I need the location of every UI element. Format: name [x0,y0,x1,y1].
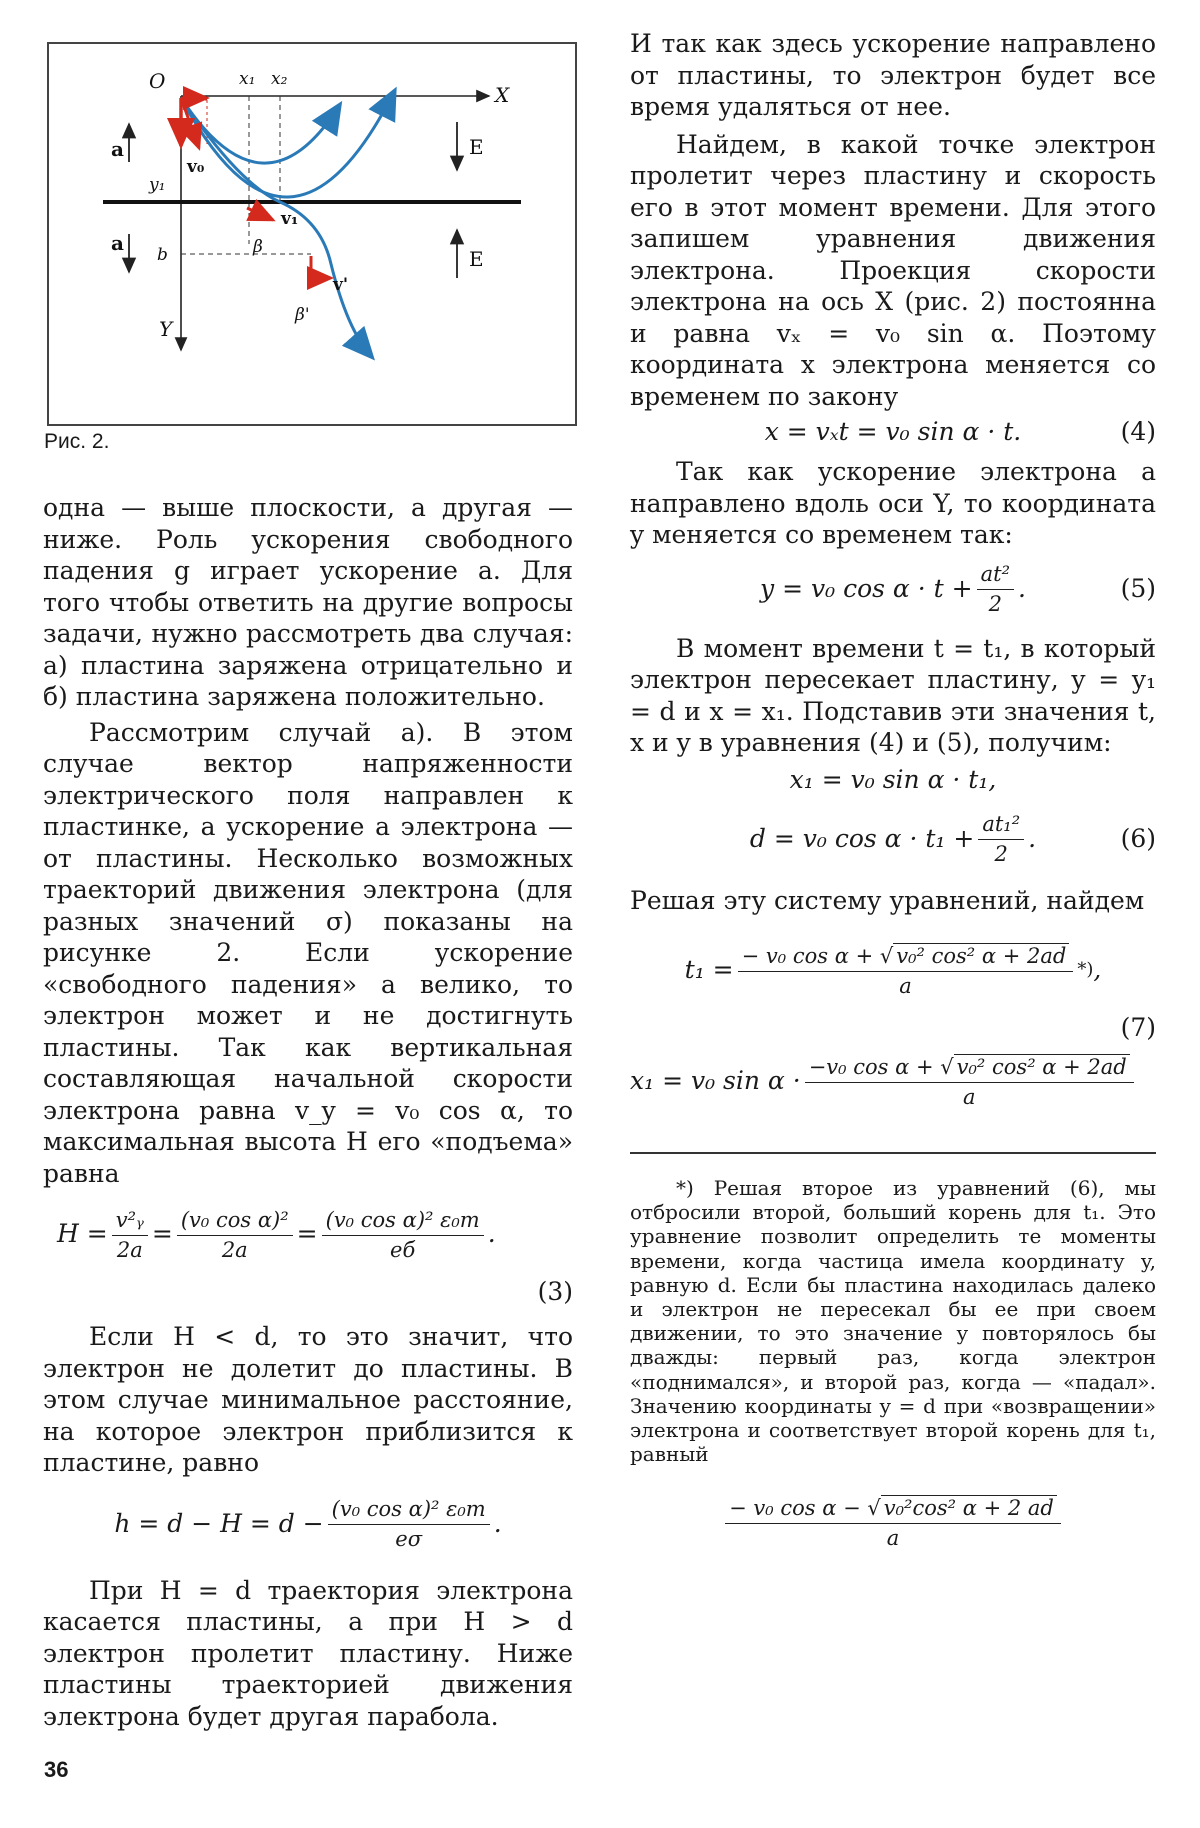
label-Y: Y [159,317,173,341]
label-x1: x₁ [239,69,256,89]
label-b: b [157,245,168,265]
right-paragraph-2: Найдем, в какой точке электрон пролетит через пластину и скорость его в этот момент времени. Для этого запишем уравнения движения электрона. Проекция скорости электрона на ось X (рис. 2) постоянна и равна vₓ = v₀ sin α. Поэтому координата x электрона меняется со временем по закону [630,129,1156,411]
equation-6a: x₁ = v₀ sin α · t₁, [789,764,997,794]
right-column [630,28,1156,1562]
left-column [43,492,573,1732]
label-origin: O [149,69,166,93]
label-v-prime: v' [333,275,349,295]
label-beta-prime: β' [295,305,310,325]
v1-vector [247,208,273,220]
left-paragraph-2: Рассмотрим случай а). В этом случае вектор напряженности электрического поля направлен к пластинке, а ускорение a электрона — от пластины. Несколько возможных траекторий движения электрона (для разных значений σ) показаны на рисунке 2. Если ускорение «свободного падения» a велико, то электрон может и не достигнуть пластины. Так как вертикальная составляющая начальной скорости электрона равна v_y = v₀ cos α, то максимальная высота H его «подъема» равна [43,717,573,1188]
left-paragraph-3: Если H < d, то это значит, что электрон не долетит до пластины. В этом случае минимальное расстояние, на которое электрон приблизится к пластине, равно [43,1322,573,1477]
equation-4: x = vₓt = v₀ sin α · t. (4) [764,417,1156,447]
label-E-bottom: E [469,247,484,271]
equation-3: H = $\frac{\text{v²ᵧ}}{2a}$ = $\frac{\text{(v₀ cos α)²}}{2a}$ = $\frac{\text{(v₀ cos α)² ε₀m}}{eб}$ . [57,1207,496,1262]
equation-7a: t₁ = $\frac{\text{− v₀ cos α + √ v₀² cos² α + 2ad}}{a}$ *) , [684,943,1102,998]
equation-7b: x₁ = v₀ sin α · $\frac{\text{−v₀ cos α + √ v₀² cos² α + 2ad}}{a}$ [630,1046,1156,1116]
equation-7-number: (7) [1120,1013,1156,1042]
trajectory-2 [181,92,394,197]
left-paragraph-1: одна — выше плоскости, а другая — ниже. Роль ускорения свободного падения g играет ускорение a. Для того чтобы ответить на другие вопросы задачи, нужно рассмотреть два случая: а) пластина заряжена отрицательно и б) пластина заряжена положительно. [43,493,573,711]
label-v0: v₀ [187,157,205,177]
equation-5: y = v₀ cos α · t + $\frac{\text{at²}}{2}$ . (5) [760,562,1156,616]
figure-2 [47,42,577,426]
label-y1: y₁ [149,175,166,195]
figure-caption: Рис. 2. [44,430,110,453]
label-beta: β [253,237,263,257]
equation-6b: d = v₀ cos α · t₁ + $\frac{\text{at₁²}}{2}$ . (6) [749,812,1156,866]
right-paragraph-3: Так как ускорение электрона a направлено вдоль оси Y, то координата y меняется со временем так: [630,457,1156,549]
equation-h: h = d − H = d − $\frac{\text{(v₀ cos α)² ε₀m}}{e\sigma}$ . [114,1497,502,1551]
label-X: X [495,83,510,107]
label-x2: x₂ [271,69,288,89]
label-a-top: a [111,137,124,161]
label-E-top: E [469,135,484,159]
right-paragraph-1: И так как здесь ускорение направлено от пластины, то электрон будет все время удаляться от нее. [630,29,1156,121]
left-paragraph-4: При H = d траектория электрона касается пластины, а при H > d электрон пролетит пластину. Ниже пластины траекторией движения электрона будет другая парабола. [43,1575,573,1731]
right-paragraph-5: Решая эту систему уравнений, найдем [630,885,1145,915]
trajectory-3 [181,98,371,356]
trajectory-diagram [49,44,575,424]
page-number: 36 [44,1757,69,1782]
label-v1: v₁ [281,209,299,229]
footnote: *) Решая второе из уравнений (6), мы отбросили второй, больший корень для t₁. Это уравнение позволит определить те моменты времени, когда частица имела координату y, равную d. Если бы пластина находилась далеко и электрон не пересекал бы ее при своем движении, то это значение y повторялось бы дважды: первый раз, когда электрон «поднимался», и второй раз, когда — «падал». Значению координаты y = d при «возвращении» электрона и соответствует второй корень для t₁, равный [630,1176,1156,1467]
label-a-bottom: a [111,231,124,255]
equation-3-number: (3) [537,1277,573,1306]
equation-footnote: $\frac{\text{− v₀ cos α − √ v₀²cos² α + 2 ad}}{a}$ [630,1482,1156,1562]
right-paragraph-4: В момент времени t = t₁, в который электрон пересекает пластину, y = y₁ = d и x = x₁. Подставив эти значения t, x и y в уравнения (4) и (5), получим: [630,633,1156,757]
footnote-divider [630,1152,1156,1154]
